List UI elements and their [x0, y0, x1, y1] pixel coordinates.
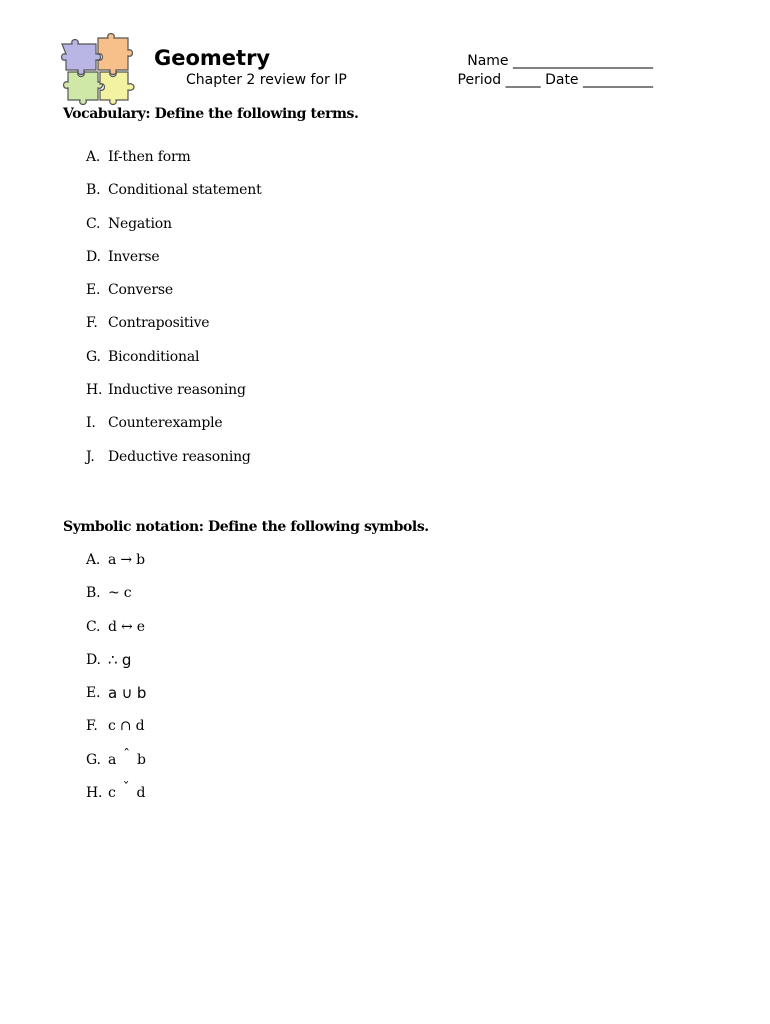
symbolic-notation-heading: Symbolic notation: Define the following symbols. — [63, 519, 429, 535]
symbol-list — [86, 551, 146, 817]
item-text: Inductive reasoning — [108, 382, 246, 399]
period-date-field: Period _____ Date __________ — [457, 72, 653, 88]
item-letter: B. — [86, 182, 101, 199]
list-item — [86, 448, 262, 481]
item-symbol-op: ˆ — [123, 746, 130, 763]
page-title: Geometry — [154, 46, 271, 70]
item-letter: H. — [86, 382, 103, 399]
item-symbol: ∴ g — [108, 650, 132, 669]
item-letter: I. — [86, 415, 96, 432]
item-letter: F. — [86, 718, 98, 735]
item-symbol: a → b — [108, 552, 145, 568]
item-text: If-then form — [108, 149, 191, 165]
item-symbol-a: a — [108, 751, 117, 768]
item-letter: F. — [86, 315, 98, 332]
list-item — [86, 215, 262, 248]
list-item — [86, 746, 146, 784]
list-item — [86, 181, 262, 214]
item-symbol: a ∪ b — [108, 684, 147, 703]
item-symbol-op: ˇ — [122, 780, 130, 797]
item-text: Negation — [108, 215, 172, 232]
item-text: Counterexample — [108, 415, 223, 432]
item-letter: A. — [86, 149, 101, 165]
item-symbol-b: d — [136, 785, 146, 802]
puzzle-pieces-icon — [58, 30, 140, 106]
list-item — [86, 717, 146, 750]
item-letter: C. — [86, 618, 101, 635]
item-letter: H. — [86, 785, 103, 802]
item-symbol-b: b — [136, 751, 146, 768]
list-item — [86, 381, 262, 414]
item-symbol: ~ c — [108, 585, 132, 602]
vocabulary-list — [86, 148, 262, 481]
item-text: Converse — [108, 282, 173, 299]
list-item — [86, 414, 262, 447]
list-item — [86, 584, 146, 617]
item-letter: G. — [86, 751, 101, 768]
list-item — [86, 684, 146, 717]
item-letter: A. — [86, 552, 101, 568]
item-letter: E. — [86, 282, 101, 299]
item-symbol-a: c — [108, 785, 116, 802]
item-text: Conditional statement — [108, 182, 262, 199]
list-item — [86, 651, 146, 684]
list-item — [86, 314, 262, 347]
list-item — [86, 780, 146, 817]
item-symbol: d ↔ e — [108, 618, 145, 635]
list-item — [86, 148, 262, 181]
list-item — [86, 348, 262, 381]
list-item — [86, 281, 262, 314]
item-text: Deductive reasoning — [108, 448, 251, 465]
name-field: Name ____________________ — [467, 53, 653, 69]
list-item — [86, 551, 146, 584]
item-letter: D. — [86, 651, 101, 668]
list-item — [86, 618, 146, 651]
item-letter: C. — [86, 215, 101, 232]
item-symbol: c ∩ d — [108, 718, 145, 735]
item-letter: B. — [86, 585, 101, 602]
item-text: Biconditional — [108, 348, 200, 365]
page-subtitle: Chapter 2 review for IP — [186, 72, 347, 88]
item-text: Contrapositive — [108, 315, 210, 332]
item-letter: D. — [86, 248, 101, 265]
list-item — [86, 248, 262, 281]
item-letter: E. — [86, 685, 101, 702]
item-letter: J. — [86, 448, 95, 465]
item-text: Inverse — [108, 248, 160, 265]
vocabulary-heading: Vocabulary: Define the following terms. — [63, 106, 359, 122]
item-letter: G. — [86, 348, 101, 365]
